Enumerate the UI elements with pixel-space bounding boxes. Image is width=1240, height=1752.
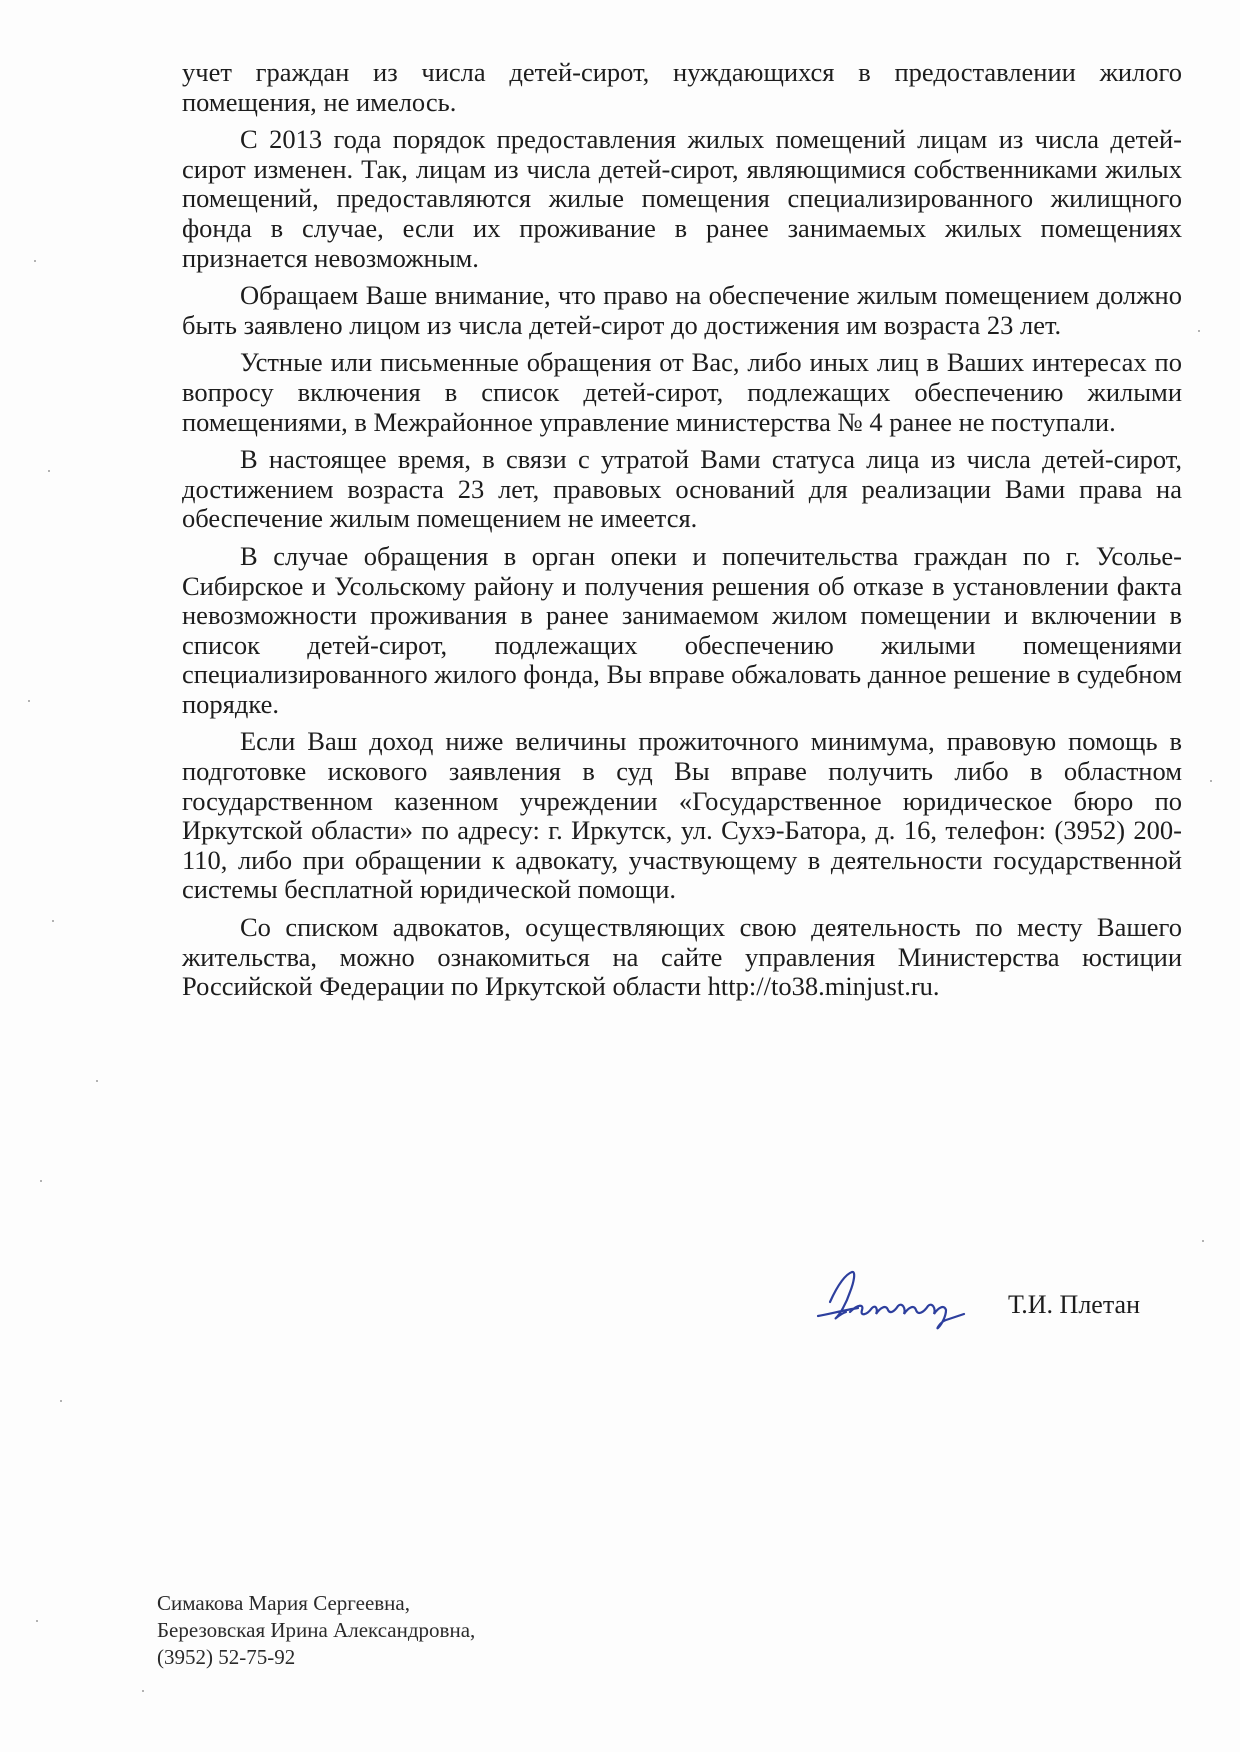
paragraph-3: Обращаем Ваше внимание, что право на обеспечение жилым помещением должно быть заявлено лицом из числа детей-сирот до достижения им возраста 23 лет. xyxy=(182,280,1182,340)
signer-name: Т.И. Плетан xyxy=(1008,1290,1140,1319)
paragraph-6: В случае обращения в орган опеки и попечительства граждан по г. Усолье-Сибирское и Усольскому району и получения решения об отказе в установлении факта невозможности проживания в ранее занимаемом жилом помещении и включении в список детей-сирот, подлежащих обеспечению жилыми помещениями специализированного жилого фонда, Вы вправе обжаловать данное решение в судебном порядке. xyxy=(182,540,1182,719)
executor-1: Симакова Мария Сергеевна, xyxy=(157,1591,410,1615)
handwritten-signature xyxy=(810,1262,980,1332)
letter-body xyxy=(182,58,1182,1010)
paragraph-4: Устные или письменные обращения от Вас, либо иных лиц в Ваших интересах по вопросу включения в список детей-сирот, подлежащих обеспечению жилыми помещениями, в Межрайонное управление министерства № 4 ранее не поступали. xyxy=(182,347,1182,437)
paragraph-8: Со списком адвокатов, осуществляющих свою деятельность по месту Вашего жительства, можно ознакомиться на сайте управления Министерства юстиции Российской Федерации по Иркутской области http://to38.minjust.ru. xyxy=(182,912,1182,1002)
executor-2: Березовская Ирина Александровна, xyxy=(157,1618,476,1642)
paragraph-5: В настоящее время, в связи с утратой Вами статуса лица из числа детей-сирот, достижением возраста 23 лет, правовых оснований для реализации Вами права на обеспечение жилым помещением не имеется. xyxy=(182,444,1182,534)
executor-phone: (3952) 52-75-92 xyxy=(157,1645,296,1669)
paragraph-2: С 2013 года порядок предоставления жилых помещений лицам из числа детей-сирот изменен. Так, лицам из числа детей-сирот, являющимися собственниками жилых помещений, предоставляются жилые помещения специализированного жилищного фонда в случае, если их проживание в ранее занимаемых жилых помещениях признается невозможным. xyxy=(182,124,1182,273)
paragraph-1: учет граждан из числа детей-сирот, нуждающихся в предоставлении жилого помещения, не имелось. xyxy=(182,57,1182,117)
executors-block xyxy=(157,1590,475,1671)
paragraph-7: Если Ваш доход ниже величины прожиточного минимума, правовую помощь в подготовке искового заявления в суд Вы вправе получить либо в областном государственном казенном учреждении «Государственное юридическое бюро по Иркутской области» по адресу: г. Иркутск, ул. Сухэ-Батора, д. 16, телефон: (3952) 200-110, либо при обращении к адвокату, участвующему в деятельности государственной системы бесплатной юридической помощи. xyxy=(182,726,1182,905)
